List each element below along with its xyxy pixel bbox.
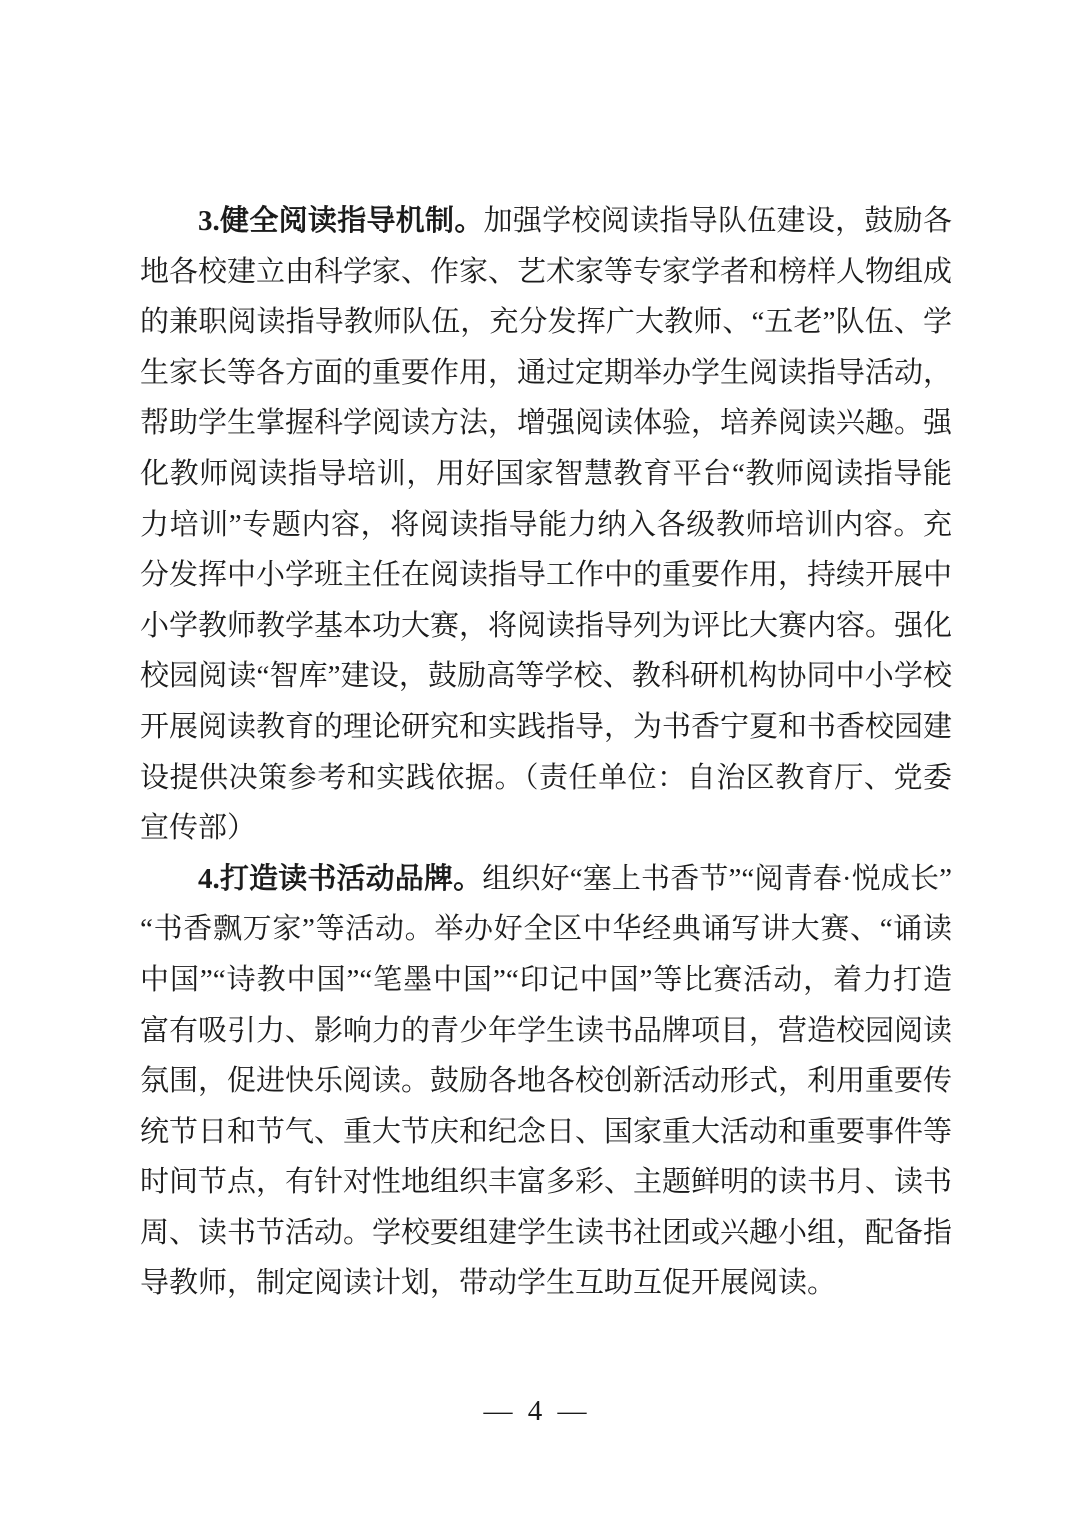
paragraph-3-body: 加强学校阅读指导队伍建设，鼓励各地各校建立由科学家、作家、艺术家等专家学者和榜样人物组成的兼职阅读指导教师队伍，充分发挥广大教师、“五老”队伍、学生家长等各方面的重要作用，通过定期举办学生阅读指导活动，帮助学生掌握科学阅读方法，增强阅读体验，培养阅读兴趣。强化教师阅读指导培训，用好国家智慧教育平台“教师阅读指导能力培训”专题内容，将阅读指导能力纳入各级教师培训内容。充分发挥中小学班主任在阅读指导工作中的重要作用，持续开展中小学教师教学基本功大赛，将阅读指导列为评比大赛内容。强化校园阅读“智库”建设，鼓励高等学校、教科研机构协同中小学校开展阅读教育的理论研究和实践指导，为书香宁夏和书香校园建设提供决策参考和实践依据。（责任单位：自治区教育厅、党委宣传部） [140,205,953,845]
paragraph-4-heading: 4.打造读书活动品牌。 [198,862,483,895]
page-footer [0,1395,1074,1428]
page-number: — 4 — [483,1395,591,1427]
paragraph-item-3 [140,196,952,854]
document-body [140,196,952,1309]
paragraph-3-heading: 3.健全阅读指导机制。 [198,205,484,237]
paragraph-4-body: 组织好“塞上书香节”“阅青春·悦成长”“书香飘万家”等活动。举办好全区中华经典诵写讲大赛、“诵读中国”“诗教中国”“笔墨中国”“印记中国”等比赛活动，着力打造富有吸引力、影响力的青少年学生读书品牌项目，营造校园阅读氛围，促进快乐阅读。鼓励各地各校创新活动形式，利用重要传统节日和节气、重大节庆和纪念日、国家重大活动和重要事件等时间节点，有针对性地组织丰富多彩、主题鲜明的读书月、读书周、读书节活动。学校要组建学生读书社团或兴趣小组，配备指导教师，制定阅读计划，带动学生互助互促开展阅读。 [140,862,953,1300]
paragraph-item-4 [140,854,952,1309]
